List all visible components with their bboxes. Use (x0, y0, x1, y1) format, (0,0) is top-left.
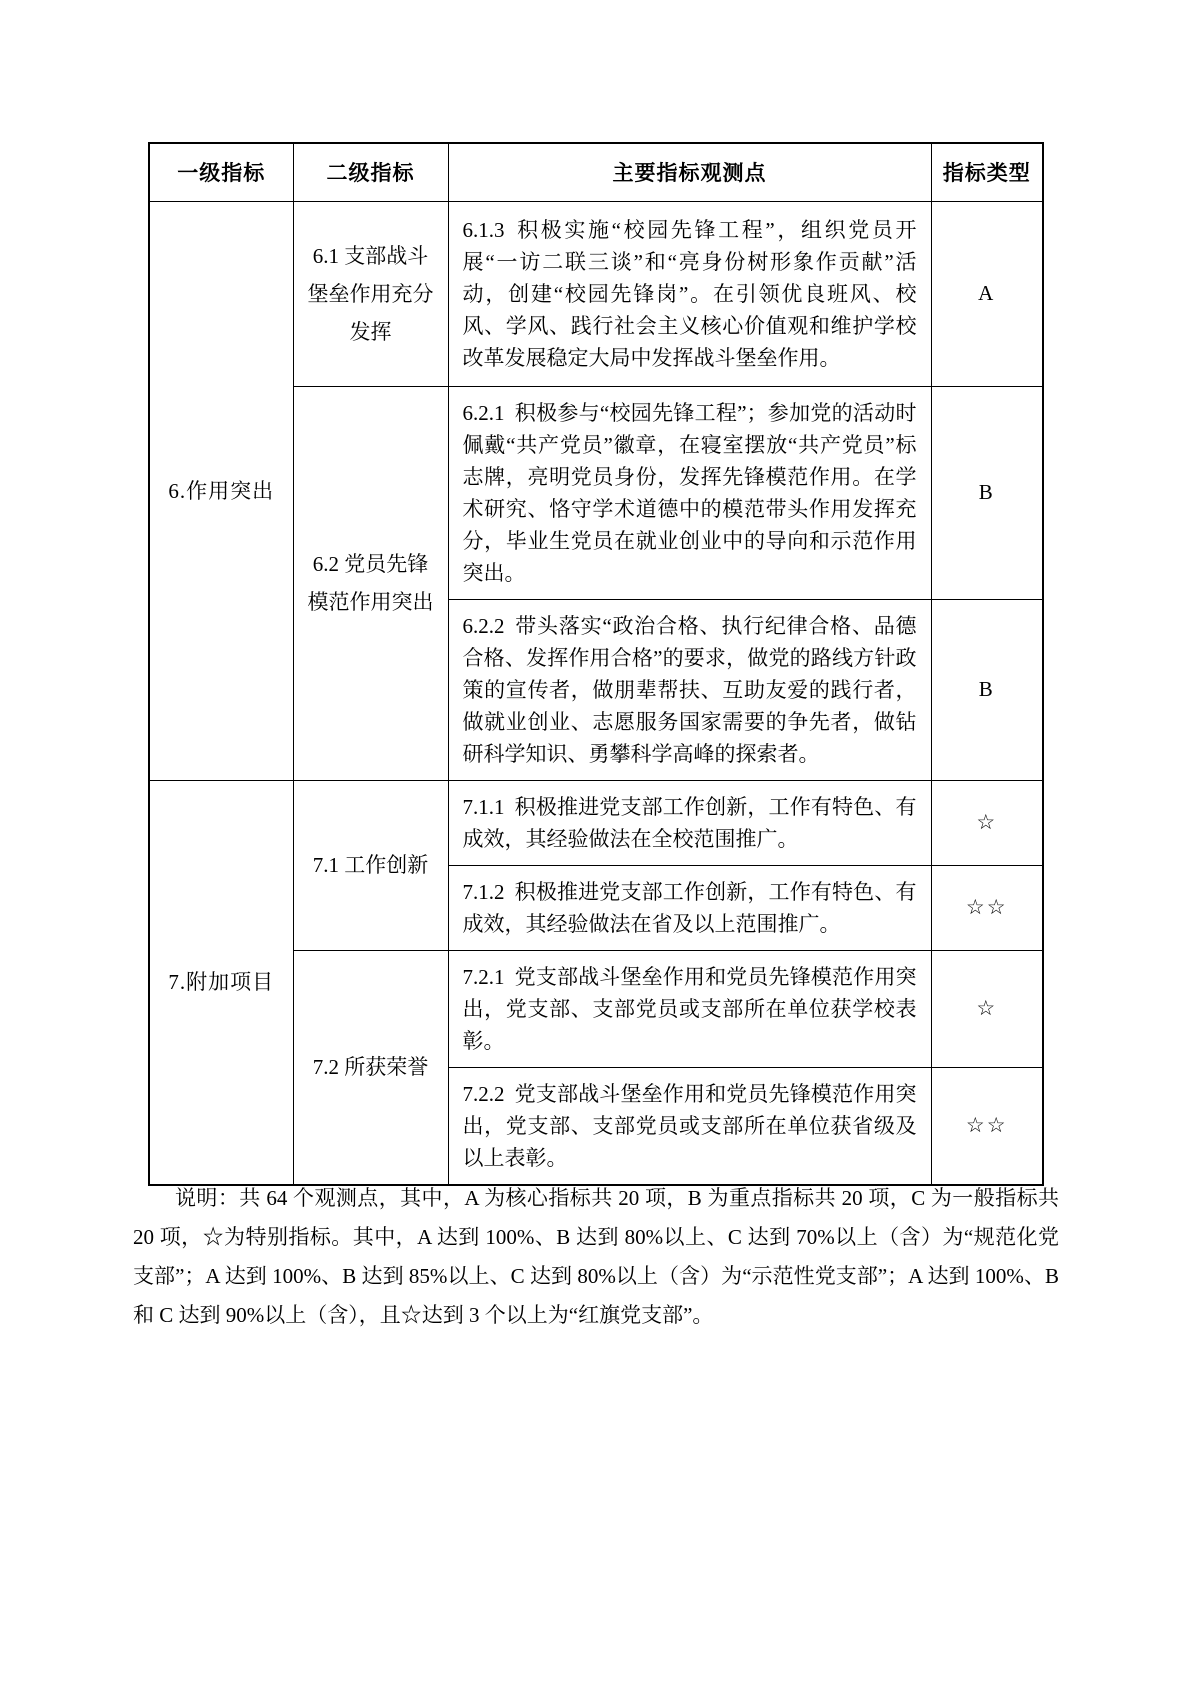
header-observation: 主要指标观测点 (448, 143, 931, 201)
observation-cell (448, 386, 931, 599)
item-id: 7.1.1 (462, 794, 505, 819)
observation-cell (448, 1067, 931, 1185)
header-level2: 二级指标 (293, 143, 448, 201)
level2-cell: 6.2 党员先锋模范作用突出 (293, 386, 448, 780)
item-id: 6.2.2 (462, 613, 505, 638)
type-cell: ☆☆ (931, 865, 1043, 950)
type-cell: B (931, 386, 1043, 599)
item-text: 积极推进党支部工作创新，工作有特色、有成效，其经验做法在全校范围推广。 (462, 794, 917, 851)
item-id: 7.2.1 (462, 964, 505, 989)
explanatory-note: 说明：共 64 个观测点，其中，A 为核心指标共 20 项，B 为重点指标共 20 项，C 为一般指标共 20 项，☆为特别指标。其中，A 达到 100%、B 达到 80%以上、C 达到 70%以上（含）为“规范化党支部”；A 达到 100%、B 达到 85%以上、C 达到 80%以上（含）为“示范性党支部”；A 达到 100%、B 和 C 达到 90%以上（含），且☆达到 3 个以上为“红旗党支部”。 (133, 1186, 1059, 1327)
table-row (149, 201, 1043, 386)
observation-cell (448, 201, 931, 386)
type-cell: ☆ (931, 780, 1043, 865)
observation-cell (448, 950, 931, 1067)
observation-cell (448, 780, 931, 865)
item-text: 积极推进党支部工作创新，工作有特色、有成效，其经验做法在省及以上范围推广。 (462, 879, 917, 936)
observation-cell (448, 599, 931, 780)
item-text: 带头落实“政治合格、执行纪律合格、品德合格、发挥作用合格”的要求，做党的路线方针政策的宣传者，做朋辈帮扶、互助友爱的践行者，做就业创业、志愿服务国家需要的争先者，做钻研科学知识、勇攀科学高峰的探索者。 (462, 613, 917, 766)
observation-cell (448, 865, 931, 950)
item-id: 6.2.1 (462, 400, 505, 425)
item-id: 6.1.3 (462, 217, 505, 242)
header-type: 指标类型 (931, 143, 1043, 201)
item-text: 党支部战斗堡垒作用和党员先锋模范作用突出，党支部、支部党员或支部所在单位获省级及以上表彰。 (462, 1081, 917, 1170)
table-header-row (149, 143, 1043, 201)
header-level1: 一级指标 (149, 143, 293, 201)
type-cell: B (931, 599, 1043, 780)
level1-cell: 7.附加项目 (149, 780, 293, 1185)
level2-cell: 6.1 支部战斗堡垒作用充分发挥 (293, 201, 448, 386)
item-text: 积极实施“校园先锋工程”，组织党员开展“一访二联三谈”和“亮身份树形象作贡献”活动，创建“校园先锋岗”。在引领优良班风、校风、学风、践行社会主义核心价值观和维护学校改革发展稳定大局中发挥战斗堡垒作用。 (462, 217, 917, 370)
level2-cell: 7.2 所获荣誉 (293, 950, 448, 1185)
indicator-table (148, 142, 1044, 1186)
level1-cell: 6.作用突出 (149, 201, 293, 780)
type-cell: ☆ (931, 950, 1043, 1067)
type-cell: A (931, 201, 1043, 386)
item-text: 积极参与“校园先锋工程”；参加党的活动时佩戴“共产党员”徽章，在寝室摆放“共产党员”标志牌，亮明党员身份，发挥先锋模范作用。在学术研究、恪守学术道德中的模范带头作用发挥充分，毕业生党员在就业创业中的导向和示范作用突出。 (462, 400, 917, 585)
item-id: 7.2.2 (462, 1081, 505, 1106)
item-id: 7.1.2 (462, 879, 505, 904)
level2-cell: 7.1 工作创新 (293, 780, 448, 950)
type-cell: ☆☆ (931, 1067, 1043, 1185)
item-text: 党支部战斗堡垒作用和党员先锋模范作用突出，党支部、支部党员或支部所在单位获学校表彰。 (462, 964, 917, 1053)
table-row (149, 780, 1043, 865)
